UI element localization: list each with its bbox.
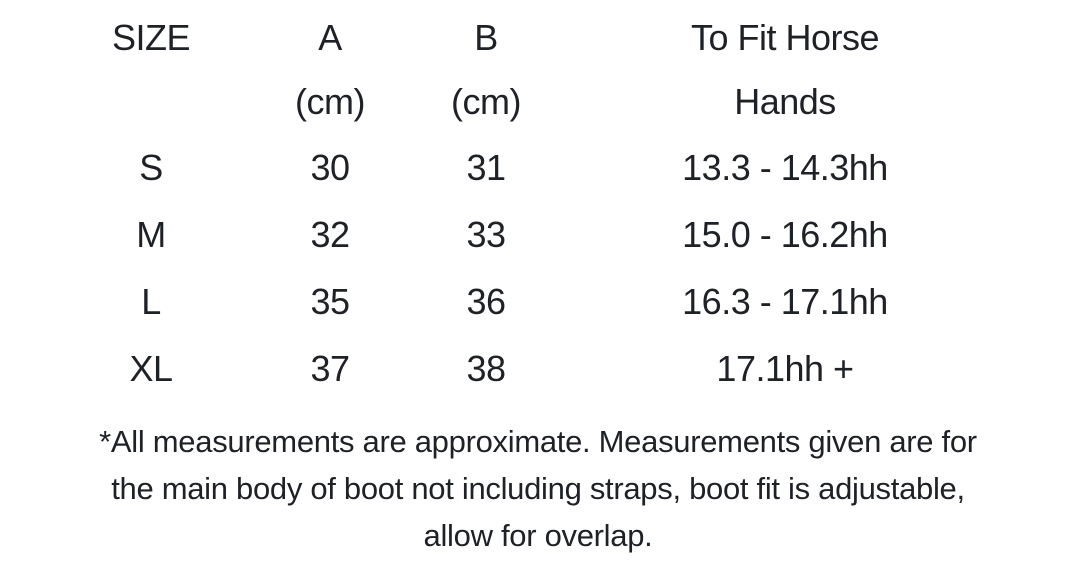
row-l-size-label: L [141,280,161,322]
row-m-measure-b: 33 [466,213,506,255]
row-xl-measure-b: 38 [466,347,506,389]
row-l-measure-a: 35 [310,280,350,322]
col-subheader-b-units: (cm) [451,81,521,122]
col-header-a: A [318,17,342,58]
row-s-measure-b: 31 [466,146,506,188]
row-xl-fit-range: 17.1hh + [716,347,854,389]
row-l-measure-b: 36 [466,280,506,322]
col-header-size: SIZE [111,17,190,58]
row-s-size-label: S [139,146,163,188]
size-chart-table [40,6,996,402]
col-header-fit: To Fit Horse [690,17,880,58]
row-xl-size-label: XL [129,347,173,389]
row-s-measure-a: 30 [310,146,350,188]
row-l-fit-range: 16.3 - 17.1hh [682,280,888,322]
footnote-line-3: allow for overlap. [423,518,653,553]
col-subheader-size [40,70,262,134]
col-header-b: B [474,17,498,58]
col-subheader-fit-units: Hands [734,81,836,122]
measurement-disclaimer [0,418,1076,559]
footnote-line-2: the main body of boot not including straps, boot fit is adjustable, [111,471,965,506]
row-m-measure-a: 32 [310,213,350,255]
row-m-size-label: M [136,213,166,255]
row-s-fit-range: 13.3 - 14.3hh [682,146,888,188]
footnote-line-1: *All measurements are approximate. Measurements given are for [99,424,977,459]
col-subheader-a-units: (cm) [295,81,365,122]
row-xl-measure-a: 37 [310,347,350,389]
row-m-fit-range: 15.0 - 16.2hh [682,213,888,255]
